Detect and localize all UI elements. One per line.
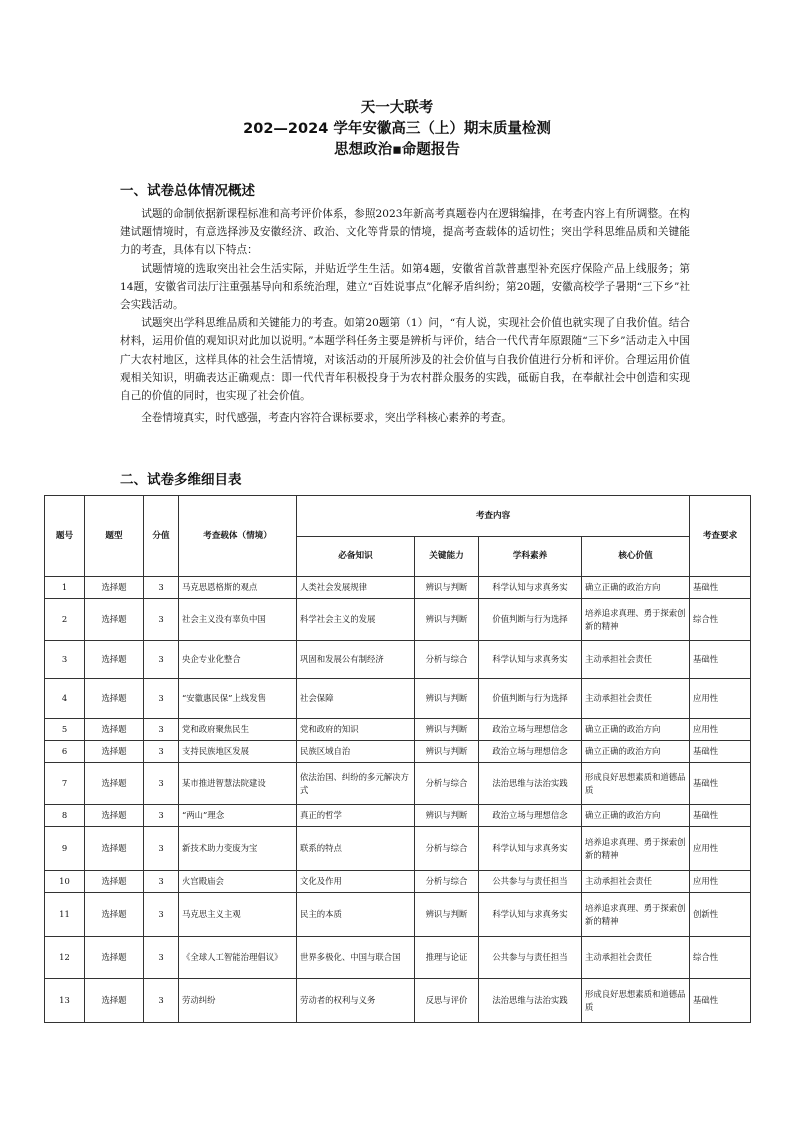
cell-value: 培养追求真理、勇于探索创新的精神 (582, 893, 690, 937)
cell-literacy: 价值判断与行为选择 (479, 599, 582, 641)
table-row (45, 805, 751, 827)
cell-type: 选择题 (85, 679, 144, 719)
cell-type: 选择题 (85, 827, 144, 871)
cell-knowledge: 联系的特点 (297, 827, 415, 871)
cell-ability: 分析与综合 (415, 641, 479, 679)
col-header-literacy: 学科素养 (479, 537, 582, 577)
cell-value: 确立正确的政治方向 (582, 741, 690, 763)
cell-value: 主动承担社会责任 (582, 871, 690, 893)
cell-literacy: 科学认知与求真务实 (479, 577, 582, 599)
col-header-type: 题型 (85, 496, 144, 577)
cell-requirement: 综合性 (690, 937, 751, 979)
cell-number: 10 (45, 871, 85, 893)
cell-type: 选择题 (85, 937, 144, 979)
cell-ability: 辨识与判断 (415, 741, 479, 763)
cell-ability: 辨识与判断 (415, 679, 479, 719)
cell-number: 7 (45, 763, 85, 805)
cell-knowledge: 民族区域自治 (297, 741, 415, 763)
cell-literacy: 公共参与与责任担当 (479, 937, 582, 979)
cell-value: 培养追求真理、勇于探索创新的精神 (582, 827, 690, 871)
cell-score: 3 (144, 741, 179, 763)
cell-literacy: 科学认知与求真务实 (479, 827, 582, 871)
cell-value: 培养追求真理、勇于探索创新的精神 (582, 599, 690, 641)
table-row (45, 679, 751, 719)
paragraph: 试题情境的选取突出社会生活实际，并贴近学生生活。如第4题，安徽省首款普惠型补充医疗保险产品上线服务；第14题，安徽省司法厅注重强基导向和系统治理，建立“百姓说事点”化解矛盾纠纷；第20题，安徽高校学子暑期“三下乡”社会实践活动。 (120, 262, 690, 312)
cell-carrier: 某市推进智慧法院建设 (179, 763, 297, 805)
cell-requirement: 基础性 (690, 577, 751, 599)
cell-requirement: 基础性 (690, 763, 751, 805)
cell-type: 选择题 (85, 871, 144, 893)
cell-requirement: 基础性 (690, 979, 751, 1023)
cell-literacy: 价值判断与行为选择 (479, 679, 582, 719)
cell-number: 6 (45, 741, 85, 763)
cell-value: 主动承担社会责任 (582, 641, 690, 679)
cell-score: 3 (144, 805, 179, 827)
cell-carrier: 马克思恩格斯的观点 (179, 577, 297, 599)
exam-title: 202—2024 学年安徽高三（上）期末质量检测 (243, 121, 551, 137)
table-row (45, 599, 751, 641)
table-row (45, 641, 751, 679)
cell-literacy: 公共参与与责任担当 (479, 871, 582, 893)
cell-carrier: 党和政府聚焦民生 (179, 719, 297, 741)
cell-carrier: 新技术助力变废为宝 (179, 827, 297, 871)
table-row (45, 719, 751, 741)
cell-ability: 辨识与判断 (415, 577, 479, 599)
cell-score: 3 (144, 679, 179, 719)
cell-score: 3 (144, 871, 179, 893)
cell-score: 3 (144, 577, 179, 599)
cell-score: 3 (144, 937, 179, 979)
cell-requirement: 应用性 (690, 827, 751, 871)
cell-type: 选择题 (85, 719, 144, 741)
cell-score: 3 (144, 641, 179, 679)
cell-requirement: 应用性 (690, 871, 751, 893)
report-title-block (0, 98, 794, 161)
cell-ability: 辨识与判断 (415, 719, 479, 741)
cell-literacy: 政治立场与理想信念 (479, 741, 582, 763)
cell-requirement: 基础性 (690, 641, 751, 679)
cell-knowledge: 真正的哲学 (297, 805, 415, 827)
cell-requirement: 基础性 (690, 741, 751, 763)
cell-value: 形成良好思想素质和道德品质 (582, 763, 690, 805)
table-row (45, 871, 751, 893)
cell-value: 主动承担社会责任 (582, 679, 690, 719)
section-1-body (120, 205, 690, 427)
cell-carrier: “两山”理念 (179, 805, 297, 827)
cell-literacy: 法治思维与法治实践 (479, 979, 582, 1023)
cell-value: 主动承担社会责任 (582, 937, 690, 979)
cell-type: 选择题 (85, 805, 144, 827)
cell-type: 选择题 (85, 741, 144, 763)
cell-type: 选择题 (85, 641, 144, 679)
table-row (45, 577, 751, 599)
cell-type: 选择题 (85, 893, 144, 937)
cell-ability: 分析与综合 (415, 827, 479, 871)
table-row (45, 763, 751, 805)
cell-number: 5 (45, 719, 85, 741)
cell-knowledge: 人类社会发展规律 (297, 577, 415, 599)
cell-literacy: 法治思维与法治实践 (479, 763, 582, 805)
cell-literacy: 政治立场与理想信念 (479, 719, 582, 741)
cell-number: 1 (45, 577, 85, 599)
cell-requirement: 应用性 (690, 719, 751, 741)
report-subtitle: 思想政治▪命题报告 (334, 142, 460, 158)
cell-value: 确立正确的政治方向 (582, 805, 690, 827)
cell-value: 形成良好思想素质和道德品质 (582, 979, 690, 1023)
cell-requirement: 基础性 (690, 805, 751, 827)
cell-number: 3 (45, 641, 85, 679)
cell-value: 确立正确的政治方向 (582, 719, 690, 741)
col-header-content-group: 考查内容 (297, 496, 690, 537)
cell-knowledge: 民主的本质 (297, 893, 415, 937)
cell-number: 12 (45, 937, 85, 979)
col-header-ability: 关键能力 (415, 537, 479, 577)
cell-number: 13 (45, 979, 85, 1023)
table-row (45, 979, 751, 1023)
cell-score: 3 (144, 719, 179, 741)
cell-type: 选择题 (85, 979, 144, 1023)
section-1-heading: 一、试卷总体情况概述 (120, 183, 255, 199)
cell-score: 3 (144, 599, 179, 641)
col-header-value: 核心价值 (582, 537, 690, 577)
table-row (45, 741, 751, 763)
col-header-carrier: 考查载体（情境） (179, 496, 297, 577)
cell-ability: 反思与评价 (415, 979, 479, 1023)
cell-number: 2 (45, 599, 85, 641)
cell-carrier: “安徽惠民保”上线发售 (179, 679, 297, 719)
cell-knowledge: 巩固和发展公有制经济 (297, 641, 415, 679)
cell-ability: 分析与综合 (415, 871, 479, 893)
cell-ability: 辨识与判断 (415, 805, 479, 827)
cell-score: 3 (144, 827, 179, 871)
cell-number: 9 (45, 827, 85, 871)
cell-score: 3 (144, 763, 179, 805)
cell-knowledge: 依法治国、纠纷的多元解决方式 (297, 763, 415, 805)
cell-carrier: 支持民族地区发展 (179, 741, 297, 763)
detail-table (44, 495, 751, 1023)
cell-literacy: 科学认知与求真务实 (479, 893, 582, 937)
col-header-number: 题号 (45, 496, 85, 577)
cell-carrier: 劳动纠纷 (179, 979, 297, 1023)
cell-literacy: 政治立场与理想信念 (479, 805, 582, 827)
cell-knowledge: 文化及作用 (297, 871, 415, 893)
cell-number: 8 (45, 805, 85, 827)
paragraph: 试题的命制依据新课程标准和高考评价体系，参照2023年新高考真题卷内在逻辑编排，在考查内容上有所调整。在构建试题情境时，有意选择涉及安徽经济、政治、文化等背景的情境，提高考查载体的适切性；突出学科思维品质和关键能力的考查，具体有以下特点： (120, 208, 690, 257)
cell-type: 选择题 (85, 577, 144, 599)
cell-knowledge: 科学社会主义的发展 (297, 599, 415, 641)
col-header-knowledge: 必备知识 (297, 537, 415, 577)
col-header-requirement: 考查要求 (690, 496, 751, 577)
cell-ability: 推理与论证 (415, 937, 479, 979)
section-2-heading: 二、试卷多维细目表 (120, 472, 242, 488)
cell-score: 3 (144, 893, 179, 937)
cell-carrier: 央企专业化整合 (179, 641, 297, 679)
cell-knowledge: 社会保障 (297, 679, 415, 719)
cell-value: 确立正确的政治方向 (582, 577, 690, 599)
cell-type: 选择题 (85, 763, 144, 805)
col-header-score: 分值 (144, 496, 179, 577)
cell-carrier: 马克思主义主观 (179, 893, 297, 937)
cell-requirement: 创新性 (690, 893, 751, 937)
table-row (45, 893, 751, 937)
cell-ability: 辨识与判断 (415, 893, 479, 937)
paragraph: 全卷情境真实，时代感强，考查内容符合课标要求，突出学科核心素养的考查。 (141, 412, 512, 425)
cell-number: 11 (45, 893, 85, 937)
cell-knowledge: 党和政府的知识 (297, 719, 415, 741)
cell-literacy: 科学认知与求真务实 (479, 641, 582, 679)
cell-knowledge: 劳动者的权利与义务 (297, 979, 415, 1023)
cell-carrier: 火宫殿庙会 (179, 871, 297, 893)
cell-carrier: 《全球人工智能治理倡议》 (179, 937, 297, 979)
cell-carrier: 社会主义没有辜负中国 (179, 599, 297, 641)
paragraph: 试题突出学科思维品质和关键能力的考查。如第20题第（1）问，“有人说，实现社会价值也就实现了自我价值。结合材料，运用价值的观知识对此加以说明。”本题学科任务主要是辨析与评价，结合一代代青年原跟随“三下乡”活动走入中国广大农村地区，这样具体的社会生活情境，对该活动的开展所涉及的社会价值与自我价值进行分析和评价。合理运用价值观相关知识，明确表达正确观点：即一代代青年积极投身于为农村群众服务的实践，砥砺自我，在奉献社会中创造和实现自己的价值的同时，也实现了社会价值。 (120, 317, 690, 403)
cell-requirement: 应用性 (690, 679, 751, 719)
cell-score: 3 (144, 979, 179, 1023)
exam-brand: 天一大联考 (360, 100, 434, 116)
cell-knowledge: 世界多极化、中国与联合国 (297, 937, 415, 979)
cell-number: 4 (45, 679, 85, 719)
table-row (45, 827, 751, 871)
cell-ability: 分析与综合 (415, 763, 479, 805)
cell-requirement: 综合性 (690, 599, 751, 641)
cell-type: 选择题 (85, 599, 144, 641)
table-row (45, 937, 751, 979)
cell-ability: 辨识与判断 (415, 599, 479, 641)
